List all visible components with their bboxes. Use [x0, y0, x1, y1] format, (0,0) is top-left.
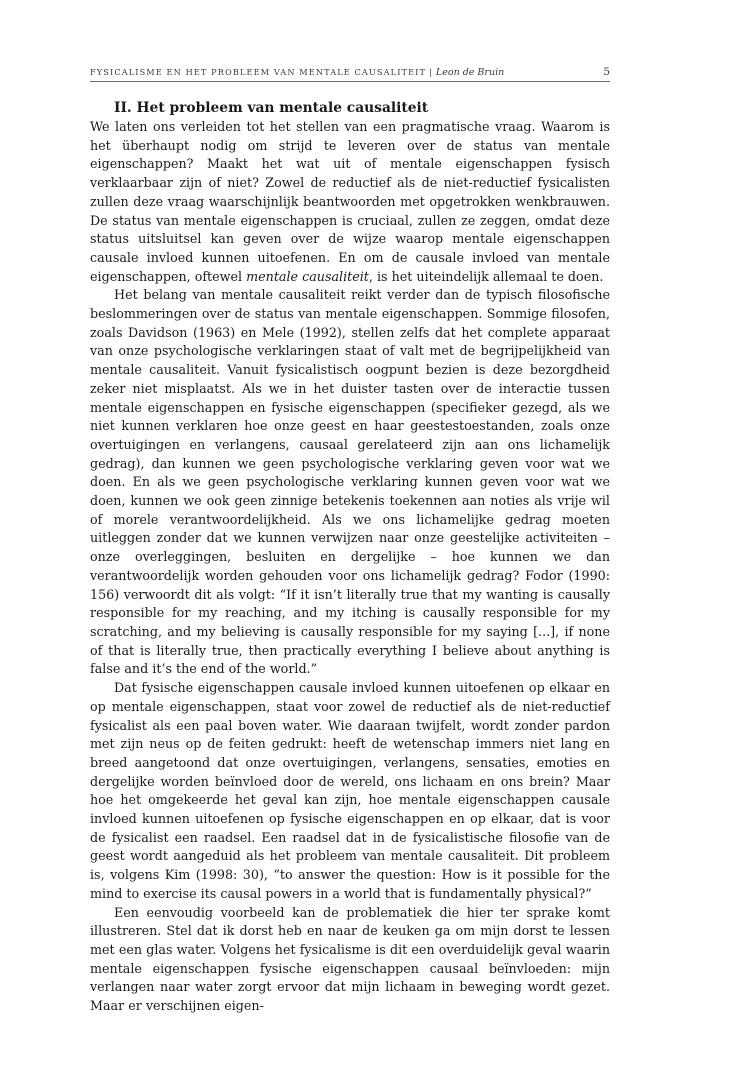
body-text [90, 98, 610, 1016]
running-head-author: Leon de Bruin [435, 67, 505, 78]
running-head [90, 64, 610, 80]
paragraph-1-italic-term: mentale causaliteit [246, 268, 369, 284]
section-heading: II. Het probleem van mentale causaliteit [114, 100, 429, 116]
paragraph-1 [90, 118, 610, 286]
paragraph-2: Het belang van mentale causaliteit reikt verder dan de typisch filosofische beslommeringen over de status van mentale eigenschappen. Sommige filosofen, zoals Davidson (1963) en Mele (1992), stellen zelfs dat het complete apparaat van onze psychologische verklaringen staat of valt met de begrijpelijkheid van mentale causaliteit. Vanuit fysicalistisch oogpunt bezien is deze bezorgdheid zeker niet misplaatst. Als we in het duister tasten over de interactie tussen mentale eigenschappen en fysische eigenschappen (specifieker gezegd, als we niet kunnen verklaren hoe onze geest en haar geestestoestanden, zoals onze overtuigingen en verlangens, causaal gerelateerd zijn aan ons lichamelijk gedrag), dan kunnen we geen psychologische verklaring geven voor wat we doen. En als we geen psychologische verklaring kunnen geven voor wat we doen, kunnen we ook geen zinnige betekenis toekennen aan noties als vrije wil of morele verantwoordelijkheid. Als we ons lichamelijke gedrag moeten uitleggen zonder dat we kunnen verwijzen naar onze geestelijke activiteiten – onze overleggingen, besluiten en dergelijke – hoe kunnen we dan verantwoordelijk worden gehouden voor ons lichamelijk gedrag? Fodor (1990: 156) verwoordt dit als volgt: “If it isn’t literally true that my wanting is causally responsible for my reaching, and my itching is causally responsible for my scratching, and my believing is causally responsible for my saying [...], if none of that is literally true, then practically everything I believe about anything is false and it’s the end of the world.” [90, 287, 610, 677]
paragraph-1-text: We laten ons verleiden tot het stellen van een pragmatische vraag. Waarom is het überhaupt nodig om strijd te leveren over de status van mentale eigenschappen? Maakt het wat uit of mentale eigenschappen fysisch verklaarbaar zijn of niet? Zowel de reductief als de niet-reductief fysicalisten zullen deze vraag waarschijnlijk beantwoorden met opgetrokken wenkbrauwen. De status van mentale eigenschappen is cruciaal, zullen ze zeggen, omdat deze status uitsluitsel kan geven over de wijze waarop mentale eigenschappen causale invloed kunnen uitoefenen. En om de causale invloed van mentale eigenschappen, oftewel [90, 119, 610, 284]
paragraph-4: Een eenvoudig voorbeeld kan de problematiek die hier ter sprake komt illustreren. Stel dat ik dorst heb en naar de keuken ga om mijn dorst te lessen met een glas water. Volgens het fysicalisme is dit een overduidelijk geval waarin mentale eigenschappen fysische eigenschappen causaal beïnvloeden: mijn verlangen naar water zorgt ervoor dat mijn lichaam in beweging wordt gezet. Maar er verschijnen eigen- [90, 904, 610, 1014]
header-rule [90, 81, 610, 82]
running-head-title: FYSICALISME EN HET PROBLEEM VAN MENTALE CAUSALITEIT [90, 67, 427, 77]
page-number: 5 [603, 66, 610, 78]
paragraph-1-end: , is het uiteindelijk allemaal te doen. [368, 268, 604, 284]
paragraph-3: Dat fysische eigenschappen causale invloed kunnen uitoefenen op elkaar en op mentale eigenschappen, staat voor zowel de reductief als de niet-reductief fysicalist als een paal boven water. Wie daaraan twijfelt, wordt zonder pardon met zijn neus op de feiten gedrukt: heeft de wetenschap immers niet lang en breed aangetoond dat onze overtuigingen, verlangens, sensaties, emoties en dergelijke worden beïnvloed door de wereld, ons lichaam en ons brein? Maar hoe het omgekeerde het geval kan zijn, hoe mentale eigenschappen causale invloed kunnen uitoefenen op fysische eigenschappen en op elkaar, dat is voor de fysicalist een raadsel. Een raadsel dat in de fysicalistische filosofie van de geest wordt aangeduid als het probleem van mentale causaliteit. Dit probleem is, volgens Kim (1998: 30), “to answer the question: How is it possible for the mind to exercise its causal powers in a world that is fundamentally physical?” [90, 680, 610, 901]
running-head-separator: | [429, 67, 433, 77]
